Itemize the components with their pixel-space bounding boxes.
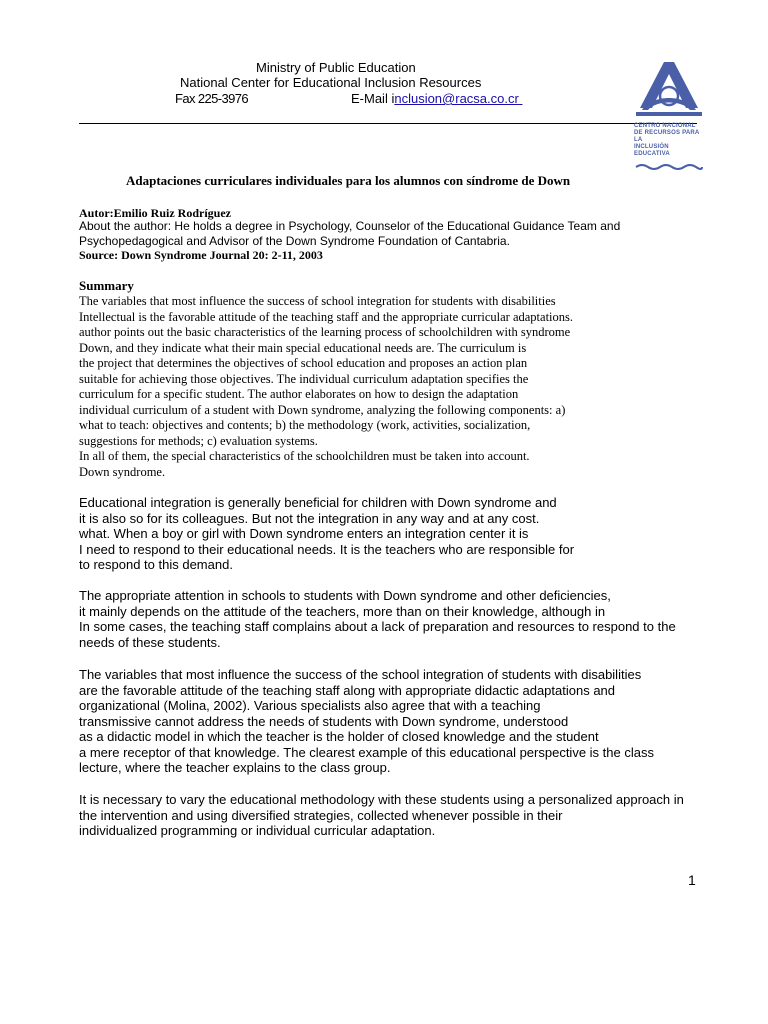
logo-wave-icon [634, 163, 704, 171]
paragraph-3 [79, 667, 654, 776]
document-title: Adaptaciones curriculares individuales para los alumnos con síndrome de Down [126, 173, 571, 188]
paragraph-line: I need to respond to their educational needs. It is the teachers who are responsible for [79, 541, 575, 557]
paragraph-line: In some cases, the teaching staff complains about a lack of preparation and resources to respond to the [79, 619, 676, 634]
summary-line: author points out the basic characteristics of the learning process of schoolchildren with syndrome [79, 325, 571, 339]
summary-line: In all of them, the special characteristics of the schoolchildren must be taken into account. [79, 449, 530, 463]
email-link[interactable]: nclusion@racsa.co.cr [394, 91, 519, 106]
header-fax: Fax 225-3976 [175, 91, 249, 106]
about-line-2: Psychopedagogical and Advisor of the Down Syndrome Foundation of Cantabria. [79, 234, 510, 248]
summary-heading: Summary [79, 278, 134, 293]
header-email [351, 91, 522, 107]
paragraph-line: The appropriate attention in schools to students with Down syndrome and other deficiencies, [79, 588, 611, 603]
email-label: E-Mail i [351, 91, 395, 106]
summary-line: Down, and they indicate what their main special educational needs are. The curriculum is [79, 340, 527, 355]
paragraph-line: as a didactic model in which the teacher is the holder of closed knowledge and the student [79, 729, 599, 744]
paragraph-line: transmissive cannot address the needs of students with Down syndrome, understood [79, 713, 569, 729]
paragraph-line: it is also so for its colleagues. But not the integration in any way and at any cost. [79, 510, 540, 526]
page-number: 1 [688, 872, 696, 888]
header-ministry: Ministry of Public Education [256, 60, 416, 75]
paragraph-line: The variables that most influence the success of the school integration of students with disabilities [79, 667, 642, 682]
logo-text-2: DE RECURSOS PARA LA [634, 130, 700, 143]
paragraph-line: a mere receptor of that knowledge. The clearest example of this educational perspective is the class [79, 744, 654, 760]
header-center-name: National Center for Educational Inclusion Resources [180, 75, 482, 90]
paragraph-line: needs of these students. [79, 634, 221, 650]
summary-line: what to teach: objectives and contents; b) the methodology (work, activities, socialization, [79, 418, 531, 432]
author: Autor:Emilio Ruiz Rodríguez [79, 206, 231, 220]
paragraph-line: are the favorable attitude of the teaching staff along with appropriate didactic adaptations and [79, 682, 616, 698]
summary-line: The variables that most influence the success of school integration for students with disabilities [79, 294, 556, 308]
summary-line: curriculum for a specific student. The author elaborates on how to design the adaptation [79, 387, 519, 401]
logo-arch-icon [634, 58, 704, 118]
paragraph-line: organizational (Molina, 2002). Various specialists also agree that with a teaching [79, 698, 541, 713]
logo-text-1: CENTRO NACIONAL [634, 123, 696, 129]
paragraph-line: Educational integration is generally beneficial for children with Down syndrome and [79, 495, 557, 510]
summary-block [79, 294, 573, 480]
summary-line: individual curriculum of a student with Down syndrome, analyzing the following components: a) [79, 402, 566, 417]
source: Source: Down Syndrome Journal 20: 2-11, 2003 [79, 248, 323, 262]
cenarec-logo [634, 58, 704, 157]
paragraph-line: it mainly depends on the attitude of the teachers, more than on their knowledge, although in [79, 603, 606, 619]
summary-line: suggestions for methods; c) evaluation systems. [79, 433, 318, 448]
paragraph-2 [79, 588, 676, 650]
paragraph-4 [79, 792, 684, 839]
summary-line: suitable for achieving those objectives. The individual curriculum adaptation specifies the [79, 371, 529, 386]
paragraph-line: what. When a boy or girl with Down syndrome enters an integration center it is [79, 526, 529, 541]
about-line-1: About the author: He holds a degree in Psychology, Counselor of the Educational Guidance Team and [79, 219, 621, 233]
summary-line: the project that determines the objectives of school education and proposes an action plan [79, 356, 528, 370]
paragraph-1 [79, 495, 574, 573]
summary-line: Intellectual is the favorable attitude of the teaching staff and the appropriate curricular adaptations. [79, 309, 574, 324]
summary-line: Down syndrome. [79, 464, 166, 479]
paragraph-line: to respond to this demand. [79, 557, 233, 572]
paragraph-line: lecture, where the teacher explains to the class group. [79, 760, 391, 775]
paragraph-line: It is necessary to vary the educational methodology with these students using a personalized approach in [79, 792, 684, 807]
email-link-trailing-space[interactable] [519, 91, 523, 106]
paragraph-line: individualized programming or individual curricular adaptation. [79, 823, 436, 838]
paragraph-line: the intervention and using diversified strategies, collected whenever possible in their [79, 807, 563, 823]
header-rule [79, 123, 697, 124]
logo-text-3: INCLUSIÓN EDUCATIVA [634, 144, 670, 157]
